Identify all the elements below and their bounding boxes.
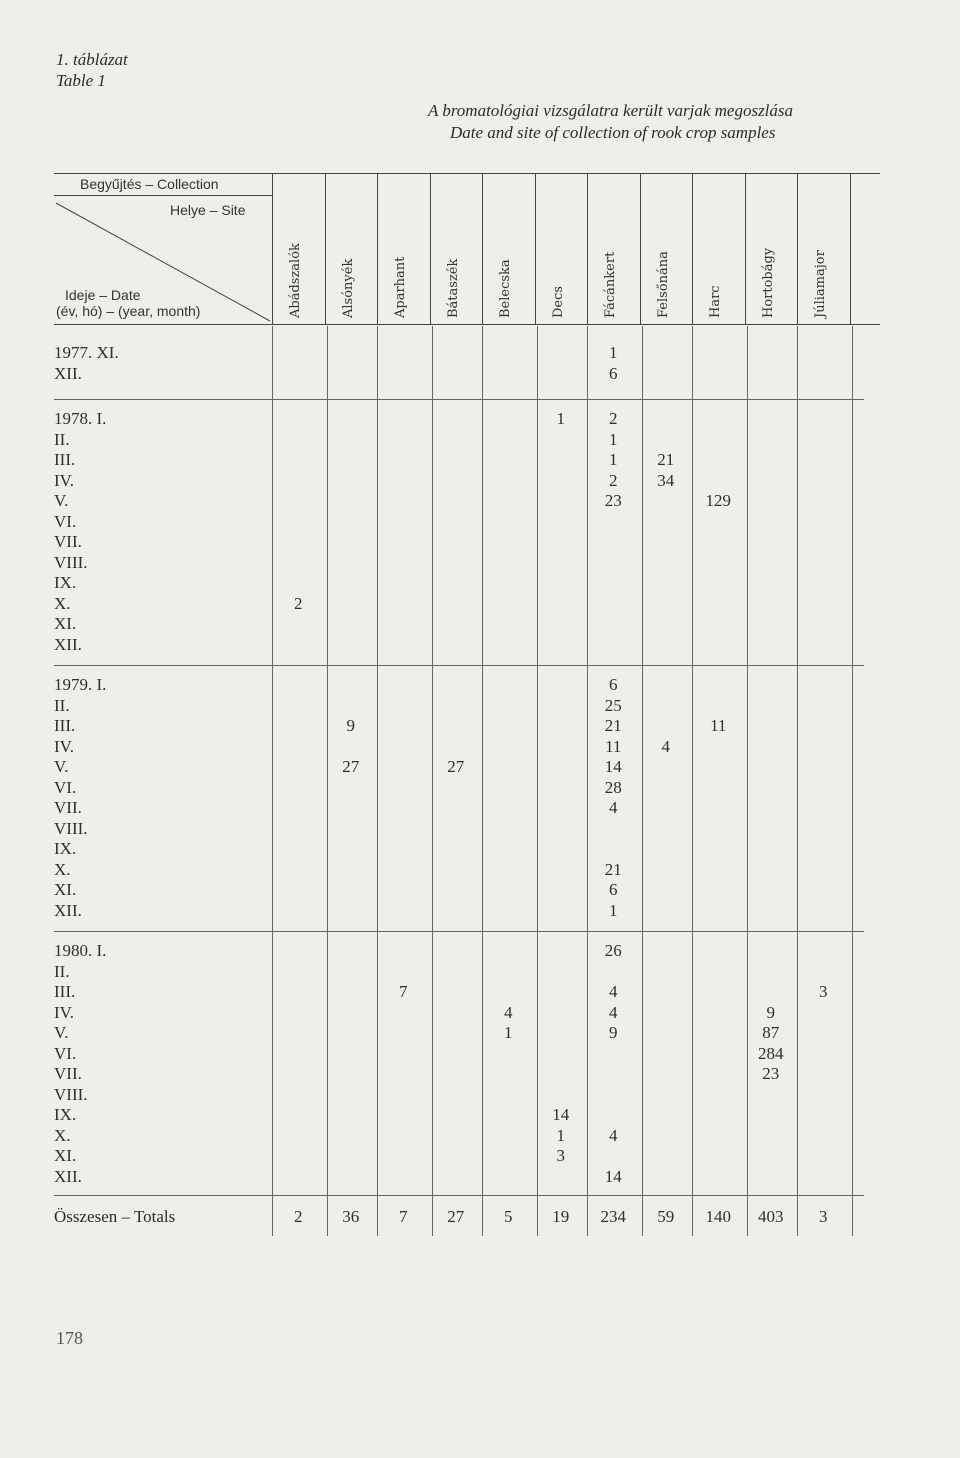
- header-collection: Begyűjtés – Collection: [80, 176, 219, 192]
- table-cell: 27: [447, 757, 465, 776]
- table-cell: 2: [609, 409, 618, 428]
- month-label: 1979. I.: [54, 675, 107, 694]
- site-header-1: Alsónyék: [340, 258, 356, 318]
- month-label: XII.: [54, 634, 82, 654]
- totals-cell: 140: [705, 1207, 731, 1226]
- month-label: IV.: [54, 1002, 74, 1022]
- table-cell: 1: [556, 409, 565, 428]
- table-cell: 6: [609, 675, 618, 694]
- column-rule: [747, 326, 748, 1236]
- table-cell: 9: [609, 1023, 618, 1042]
- site-header-6: Fácánkert: [603, 251, 619, 318]
- title-en: Date and site of collection of rook crop samples: [450, 123, 776, 142]
- table-cell: 9: [346, 716, 355, 735]
- totals-cell: 403: [758, 1207, 784, 1226]
- month-label: 1977. XI.: [54, 343, 119, 362]
- totals-cell: 2: [294, 1207, 303, 1226]
- table-cell: 6: [609, 363, 618, 383]
- totals-cell: 19: [552, 1207, 570, 1226]
- table-cell: 9: [766, 1002, 775, 1022]
- month-label: X.: [54, 1125, 71, 1145]
- table-cell: 4: [609, 982, 618, 1001]
- table-cell: 6: [609, 880, 618, 899]
- site-header-3: Bátaszék: [445, 258, 461, 318]
- table-cell: 27: [342, 757, 360, 776]
- table-cell: 14: [552, 1105, 570, 1124]
- table-cell: 11: [605, 736, 622, 756]
- month-label: II.: [54, 429, 70, 449]
- table-cell: 1: [609, 900, 618, 920]
- year-separator: [54, 931, 864, 932]
- table-label-hu: 1. táblázat: [56, 50, 128, 69]
- month-label: III.: [54, 982, 76, 1001]
- column-rule: [272, 326, 273, 1236]
- table-cell: 21: [657, 450, 675, 469]
- table-cell: 1: [609, 429, 618, 449]
- table-cell: 7: [399, 982, 408, 1001]
- totals-cell: 7: [399, 1207, 408, 1226]
- table-cell: 284: [758, 1043, 784, 1063]
- table-cell: 25: [604, 695, 622, 715]
- table-cell: 26: [604, 941, 622, 960]
- table-cell: 21: [604, 859, 622, 879]
- totals-cell: 27: [447, 1207, 465, 1226]
- year-separator: [54, 399, 864, 400]
- month-label: 1980. I.: [54, 941, 107, 960]
- month-label: III.: [54, 716, 76, 735]
- month-label: II.: [54, 961, 70, 981]
- column-rule: [327, 326, 328, 1236]
- table-cell: 28: [604, 777, 622, 797]
- table-cell: 4: [504, 1002, 513, 1022]
- month-label: VIII.: [54, 1084, 88, 1104]
- month-label: XII.: [54, 900, 82, 920]
- site-header-8: Harc: [708, 285, 724, 318]
- month-label: VII.: [54, 798, 82, 817]
- table-cell: 11: [710, 716, 727, 735]
- column-rule: [587, 326, 588, 1236]
- site-header-7: Felsőnána: [655, 251, 671, 318]
- column-rule: [642, 326, 643, 1236]
- month-label: X.: [54, 593, 71, 613]
- totals-rule: [54, 1195, 864, 1196]
- totals-label: Összesen – Totals: [54, 1207, 176, 1226]
- month-label: IX.: [54, 839, 77, 858]
- month-label: XII.: [54, 363, 82, 383]
- page-number: 178: [56, 1328, 83, 1348]
- month-label: V.: [54, 491, 69, 510]
- site-header-0: Abádszalók: [288, 243, 304, 318]
- month-label: V.: [54, 1023, 69, 1042]
- table-cell: 3: [819, 982, 828, 1001]
- month-label: XI.: [54, 880, 77, 899]
- table-cell: 3: [556, 1146, 565, 1165]
- header-site: Helye – Site: [170, 202, 246, 218]
- month-label: VIII.: [54, 818, 88, 838]
- month-label: VII.: [54, 532, 82, 551]
- table-cell: 2: [609, 470, 618, 490]
- table-cell: 21: [604, 716, 622, 735]
- month-label: IX.: [54, 1105, 77, 1124]
- table-cell: 34: [657, 470, 675, 490]
- month-label: IX.: [54, 573, 77, 592]
- month-label: VII.: [54, 1064, 82, 1083]
- table-cell: 4: [661, 736, 670, 756]
- column-rule: [692, 326, 693, 1236]
- column-rule: [377, 326, 378, 1236]
- table-cell: 23: [762, 1064, 780, 1083]
- site-header-2: Aparhant: [393, 256, 409, 318]
- totals-cell: 3: [819, 1207, 828, 1226]
- month-label: VIII.: [54, 552, 88, 572]
- site-header-9: Hortobágy: [760, 247, 776, 318]
- table-cell: 14: [604, 1166, 622, 1186]
- table-cell: 4: [609, 1125, 618, 1145]
- month-label: X.: [54, 859, 71, 879]
- table-cell: 87: [762, 1023, 780, 1042]
- month-label: XII.: [54, 1166, 82, 1186]
- month-label: II.: [54, 695, 70, 715]
- site-header-5: Decs: [550, 285, 566, 318]
- table-cell: 2: [294, 593, 303, 613]
- table-cell: 1: [609, 343, 618, 362]
- table-cell: 1: [609, 450, 618, 469]
- column-rule: [797, 326, 798, 1236]
- month-label: V.: [54, 757, 69, 776]
- header-date-hu: Ideje – Date: [65, 287, 141, 303]
- column-rule: [852, 326, 853, 1236]
- month-label: VI.: [54, 777, 77, 797]
- table-cell: 14: [604, 757, 622, 776]
- month-label: III.: [54, 450, 76, 469]
- column-rule: [482, 326, 483, 1236]
- table-cell: 23: [604, 491, 622, 510]
- header-date-en: (év, hó) – (year, month): [56, 303, 201, 319]
- month-label: VI.: [54, 1043, 77, 1063]
- month-label: VI.: [54, 511, 77, 531]
- totals-cell: 234: [600, 1207, 626, 1226]
- totals-cell: 59: [657, 1207, 675, 1226]
- table-cell: 129: [705, 491, 731, 510]
- month-label: XI.: [54, 614, 77, 633]
- table-cell: 1: [556, 1125, 565, 1145]
- table-cell: 4: [609, 798, 618, 817]
- totals-cell: 36: [342, 1207, 360, 1226]
- month-label: XI.: [54, 1146, 77, 1165]
- table-cell: 4: [609, 1002, 618, 1022]
- column-rule: [537, 326, 538, 1236]
- site-header-4: Belecska: [498, 259, 514, 318]
- column-rule: [432, 326, 433, 1236]
- month-label: IV.: [54, 736, 74, 756]
- site-header-10: Júliamajor: [813, 250, 829, 318]
- year-separator: [54, 665, 864, 666]
- month-label: 1978. I.: [54, 409, 107, 428]
- table-cell: 1: [504, 1023, 513, 1042]
- totals-cell: 5: [504, 1207, 513, 1226]
- title-hu: A bromatológiai vizsgálatra került varjak megoszlása: [428, 101, 794, 120]
- month-label: IV.: [54, 470, 74, 490]
- table-label-en: Table 1: [56, 71, 106, 90]
